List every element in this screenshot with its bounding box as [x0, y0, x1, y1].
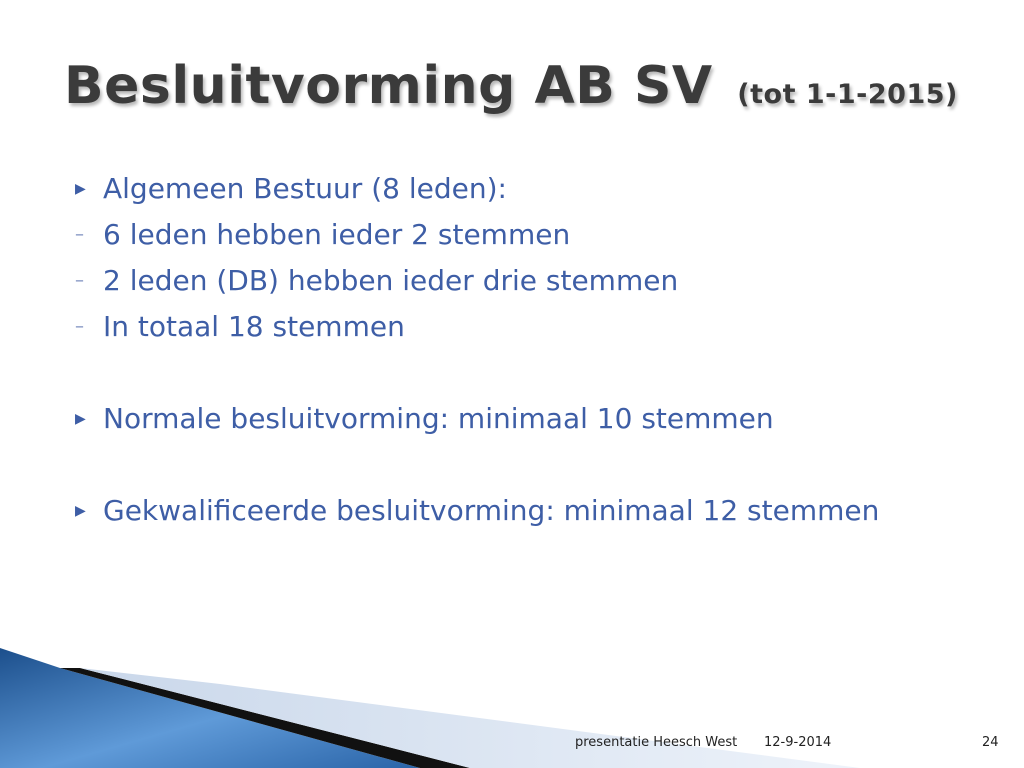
title-main: Besluitvorming AB SV — [64, 56, 713, 116]
list-item — [75, 396, 955, 442]
list-item — [75, 212, 955, 258]
dash-icon: – — [75, 316, 84, 337]
footer-date: 12-9-2014 — [764, 735, 832, 750]
footer-presentation-name: presentatie Heesch West — [575, 735, 738, 750]
dash-icon: – — [75, 224, 84, 245]
list-item — [75, 304, 955, 350]
list-item-text: Normale besluitvorming: minimaal 10 stemmen — [103, 402, 774, 435]
footer-page-number: 24 — [982, 735, 999, 750]
slide-body — [75, 166, 955, 534]
triangle-right-icon: ▶ — [75, 411, 86, 427]
list-item-text: 2 leden (DB) hebben ieder drie stemmen — [103, 264, 679, 297]
title-subtitle: (tot 1-1-2015) — [737, 79, 958, 110]
list-item-text: Algemeen Bestuur (8 leden): — [103, 172, 507, 205]
dash-icon: – — [75, 270, 84, 291]
triangle-right-icon: ▶ — [75, 503, 86, 519]
list-item — [75, 488, 955, 534]
triangle-right-icon: ▶ — [75, 181, 86, 197]
list-item — [75, 258, 955, 304]
list-item-text: Gekwalificeerde besluitvorming: minimaal 12 stemmen — [103, 494, 880, 527]
list-item-text: In totaal 18 stemmen — [103, 310, 405, 343]
list-item-text: 6 leden hebben ieder 2 stemmen — [103, 218, 571, 251]
slide-title — [64, 56, 958, 116]
list-item — [75, 166, 955, 212]
